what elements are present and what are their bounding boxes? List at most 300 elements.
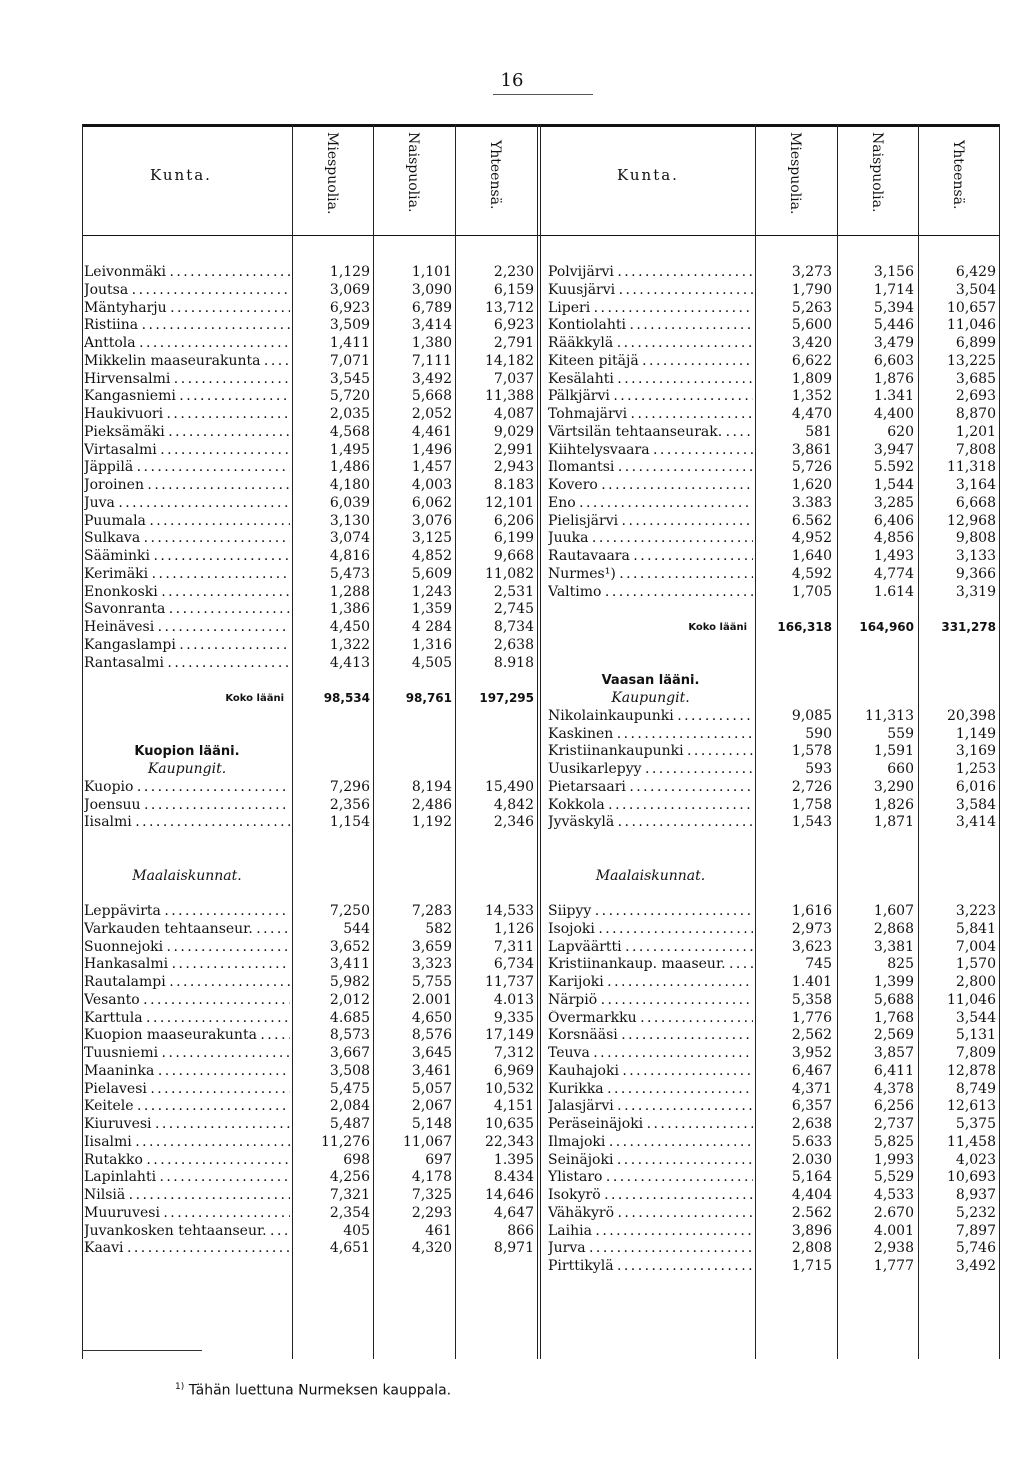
- municipality-name: Mäntyharju . . .: [84, 300, 290, 318]
- female-count: 6,603: [873, 352, 914, 369]
- female-count: 4,852: [411, 548, 452, 564]
- footnote-rule: [82, 1350, 202, 1351]
- female-count: 98,761: [405, 691, 452, 705]
- municipality-name: Lapväärtti . . .: [548, 939, 753, 957]
- male-count: 1,129: [329, 264, 370, 280]
- municipality-name: Nurmes¹) . . .: [548, 566, 753, 584]
- municipality-name: Kovero . . .: [548, 477, 753, 495]
- table-row: [84, 388, 538, 406]
- male-count: 544: [343, 920, 370, 937]
- female-count: 1,457: [411, 459, 452, 476]
- table-row: [548, 708, 1000, 726]
- total-count: 11,046: [947, 317, 996, 334]
- row-gap: [548, 637, 1000, 655]
- municipality-name: Muuruvesi . . .: [84, 1205, 290, 1223]
- table-row: [548, 406, 1000, 424]
- total-count: 7,312: [493, 1045, 534, 1061]
- municipality-name: Tuusniemi . . .: [84, 1045, 290, 1063]
- municipality-name: Hankasalmi . . .: [84, 956, 290, 974]
- total-count: 11,046: [947, 991, 996, 1008]
- left-table-body: [84, 264, 538, 1258]
- section-subtitle: Maalaiskunnat.: [595, 867, 706, 884]
- table-row: [84, 797, 538, 815]
- municipality-name: Suonnejoki . . .: [84, 939, 290, 957]
- male-count: 1,352: [791, 388, 832, 405]
- total-count: 8,870: [955, 406, 996, 422]
- male-count: 3,861: [791, 441, 832, 458]
- female-count: 697: [425, 1151, 452, 1168]
- male-count: 1,790: [791, 281, 832, 298]
- municipality-name: Pielisjärvi . . .: [548, 513, 753, 531]
- total-count: 10,532: [485, 1080, 534, 1097]
- female-count: 11,313: [865, 707, 914, 724]
- row-gap: [84, 832, 538, 850]
- total-count: 4,647: [493, 1204, 534, 1221]
- female-count: 5,825: [873, 1133, 914, 1150]
- municipality-name: Liperi . . .: [548, 300, 753, 318]
- total-count: 8,937: [955, 1187, 996, 1203]
- total-count: 3,685: [955, 370, 996, 387]
- section-subtitle: Kaupungit.: [147, 761, 227, 777]
- municipality-name: Rantasalmi . . .: [84, 655, 290, 673]
- female-count: 3,461: [411, 1062, 452, 1079]
- total-count: 3,169: [955, 743, 996, 760]
- municipality-name: Pietarsaari . . .: [548, 779, 753, 797]
- table-row: [84, 353, 538, 371]
- municipality-name: Ilmajoki . . .: [548, 1134, 753, 1152]
- table-row: [548, 1223, 1000, 1241]
- total-count: 8.183: [493, 477, 534, 493]
- male-count: 2,562: [791, 1027, 832, 1044]
- table-row: [84, 601, 538, 619]
- male-count: 6,923: [329, 299, 370, 316]
- total-count: 4,087: [493, 406, 534, 422]
- total-count: 14,533: [485, 903, 534, 919]
- municipality-name: Kaskinen . . .: [548, 726, 753, 744]
- municipality-name: Maaninka . . .: [84, 1063, 290, 1081]
- municipality-name: Kokkola . . .: [548, 797, 753, 815]
- municipality-name: Karijoki . . .: [548, 974, 753, 992]
- female-count: 3,290: [873, 778, 914, 795]
- female-count: 2,067: [411, 1098, 452, 1115]
- total-count: 1,126: [493, 920, 534, 937]
- female-count: 7,283: [411, 903, 452, 919]
- total-count: 11,458: [947, 1133, 996, 1150]
- section-subtitle: Kaupungit.: [611, 690, 690, 706]
- table-row: [84, 1240, 538, 1258]
- total-count: 11,388: [485, 388, 534, 405]
- female-count: 3,492: [411, 370, 452, 387]
- total-label: Koko lääni: [688, 622, 747, 633]
- female-count: 4,003: [411, 477, 452, 493]
- table-row: [84, 1205, 538, 1223]
- table-row: [84, 655, 538, 673]
- table-row: [548, 1081, 1000, 1099]
- table-row: [84, 442, 538, 460]
- table-row: [84, 1116, 538, 1134]
- table-row: [84, 1134, 538, 1152]
- table-row: [84, 939, 538, 957]
- table-row: [548, 1045, 1000, 1063]
- municipality-name: Keitele . . .: [84, 1098, 290, 1116]
- male-count: 166,318: [777, 620, 832, 634]
- total-count: 10,657: [947, 299, 996, 316]
- table-row: [84, 903, 538, 921]
- municipality-name: Kiuruvesi . . .: [84, 1116, 290, 1134]
- table-row: [548, 495, 1000, 513]
- row-gap: [548, 655, 1000, 673]
- female-count: 4,461: [411, 423, 452, 440]
- row-gap: [84, 885, 538, 903]
- female-count: 5,446: [873, 317, 914, 334]
- municipality-name: Närpiö . . .: [548, 992, 753, 1010]
- table-row: [548, 1169, 1000, 1187]
- male-count: 1,322: [329, 636, 370, 653]
- header-naispuolia-right: Naispuolia.: [869, 132, 885, 213]
- table-row: [84, 992, 538, 1010]
- total-row: [548, 619, 1000, 637]
- total-count: 10,635: [485, 1116, 534, 1132]
- female-count: 6,406: [873, 512, 914, 529]
- total-count: 1,570: [955, 956, 996, 973]
- total-count: 8,734: [493, 619, 534, 635]
- female-count: 4,320: [411, 1240, 452, 1257]
- female-count: 3,947: [873, 441, 914, 458]
- female-count: 1,768: [873, 1009, 914, 1026]
- male-count: 7,296: [329, 778, 370, 795]
- municipality-name: Leppävirta . . .: [84, 903, 290, 921]
- municipality-name: Enonkoski . . .: [84, 584, 290, 602]
- table-row: [548, 1116, 1000, 1134]
- municipality-name: Vesanto . . .: [84, 992, 290, 1010]
- female-count: 2,293: [411, 1204, 452, 1221]
- male-count: 698: [343, 1151, 370, 1168]
- female-count: 5.592: [873, 459, 914, 476]
- table-row: [84, 956, 538, 974]
- male-count: 6,467: [791, 1062, 832, 1079]
- male-count: 3.383: [791, 494, 832, 511]
- total-count: 2,230: [493, 264, 534, 280]
- row-gap: [84, 726, 538, 744]
- table-row: [84, 1010, 538, 1028]
- female-count: 3,090: [411, 281, 452, 298]
- female-count: 559: [887, 725, 914, 742]
- male-count: 3,411: [329, 956, 370, 973]
- female-count: 4,178: [411, 1169, 452, 1186]
- male-count: 3,273: [791, 264, 832, 280]
- table-row: [84, 779, 538, 797]
- male-count: 745: [805, 956, 832, 973]
- total-count: 6,923: [493, 317, 534, 334]
- table-row: [84, 406, 538, 424]
- female-count: 1,496: [411, 441, 452, 458]
- male-count: 1,486: [329, 459, 370, 476]
- total-count: 6,199: [493, 530, 534, 547]
- table-row: [84, 513, 538, 531]
- male-count: 3,074: [329, 530, 370, 547]
- female-count: 1.614: [873, 583, 914, 600]
- female-count: 1,871: [873, 814, 914, 831]
- row-gap: [84, 672, 538, 690]
- table-row: [548, 1027, 1000, 1045]
- male-count: 581: [805, 423, 832, 440]
- female-count: 3,479: [873, 335, 914, 351]
- municipality-name: Juuka . . .: [548, 530, 753, 548]
- total-count: 7,037: [493, 370, 534, 387]
- male-count: 5,487: [329, 1116, 370, 1132]
- male-count: 3,623: [791, 938, 832, 955]
- total-count: 2,346: [493, 814, 534, 831]
- female-count: 3,381: [873, 938, 914, 955]
- total-count: 2,943: [493, 459, 534, 476]
- total-count: 17,149: [485, 1027, 534, 1044]
- female-count: 2.001: [411, 991, 452, 1008]
- header-yhteensa-right: Yhteensä.: [950, 140, 966, 210]
- municipality-name: Sääminki . . .: [84, 548, 290, 566]
- male-count: 2,084: [329, 1098, 370, 1115]
- female-count: 3,414: [411, 317, 452, 334]
- total-count: 4,151: [493, 1098, 534, 1115]
- female-count: 3,659: [411, 938, 452, 955]
- female-count: 1,826: [873, 796, 914, 813]
- municipality-name: Joroinen . . .: [84, 477, 290, 495]
- male-count: 4,256: [329, 1169, 370, 1186]
- female-count: 1,993: [873, 1151, 914, 1168]
- female-count: 620: [887, 423, 914, 440]
- municipality-name: Polvijärvi . . .: [548, 264, 753, 282]
- female-count: 1,380: [411, 335, 452, 351]
- table-row: [84, 921, 538, 939]
- table-row: [84, 371, 538, 389]
- header-yhteensa-left: Yhteensä.: [487, 140, 503, 210]
- municipality-name: Lapinlahti . . .: [84, 1169, 290, 1187]
- total-count: 7,809: [955, 1045, 996, 1061]
- female-count: 3,125: [411, 530, 452, 547]
- total-count: 1.395: [493, 1151, 534, 1168]
- male-count: 4,952: [791, 530, 832, 547]
- municipality-name: Siipyy . . .: [548, 903, 753, 921]
- female-count: 11,067: [403, 1133, 452, 1150]
- female-count: 1.341: [873, 388, 914, 405]
- male-count: 3,130: [329, 512, 370, 529]
- male-count: 2,973: [791, 920, 832, 937]
- total-count: 6,016: [955, 778, 996, 795]
- female-count: 8,576: [411, 1027, 452, 1044]
- male-count: 6.562: [791, 512, 832, 529]
- male-count: 2,035: [329, 406, 370, 422]
- female-count: 5,688: [873, 991, 914, 1008]
- total-count: 11,318: [947, 459, 996, 476]
- total-count: 5,375: [955, 1116, 996, 1132]
- total-count: 3,164: [955, 477, 996, 493]
- municipality-name: Isokyrö . . .: [548, 1187, 753, 1205]
- total-count: 3,504: [955, 281, 996, 298]
- female-count: 2,868: [873, 920, 914, 937]
- male-count: 1,640: [791, 548, 832, 564]
- female-count: 7,325: [411, 1187, 452, 1203]
- municipality-name: Joutsa . . .: [84, 282, 290, 300]
- total-count: 3,133: [955, 548, 996, 564]
- male-count: 1,620: [791, 477, 832, 493]
- table-row: [84, 1223, 538, 1241]
- female-count: 5,057: [411, 1080, 452, 1097]
- table-row: [548, 1258, 1000, 1276]
- total-count: 2,745: [493, 601, 534, 618]
- female-count: 2,569: [873, 1027, 914, 1044]
- municipality-name: Iisalmi . . .: [84, 1134, 290, 1152]
- female-count: 1,359: [411, 601, 452, 618]
- male-count: 4,568: [329, 423, 370, 440]
- municipality-name: Pieksämäki . . .: [84, 424, 290, 442]
- table-row: [548, 566, 1000, 584]
- table-row: [548, 1098, 1000, 1116]
- header-miespuolia-left: Miespuolia.: [324, 132, 340, 215]
- municipality-name: Kontiolahti . . .: [548, 317, 753, 335]
- total-count: 3,492: [955, 1258, 996, 1274]
- column-rule: [82, 124, 83, 1359]
- female-count: 4,505: [411, 654, 452, 671]
- total-count: 6,734: [493, 956, 534, 973]
- municipality-name: Kurikka . . .: [548, 1081, 753, 1099]
- table-row: [548, 956, 1000, 974]
- male-count: 7,250: [329, 903, 370, 919]
- female-count: 3,857: [873, 1045, 914, 1061]
- total-count: 8,971: [493, 1240, 534, 1257]
- total-count: 197,295: [479, 691, 534, 705]
- header-naispuolia-left: Naispuolia.: [405, 132, 421, 213]
- male-count: 3,652: [329, 938, 370, 955]
- male-count: 7,071: [329, 352, 370, 369]
- total-count: 6,429: [955, 264, 996, 280]
- female-count: 5,668: [411, 388, 452, 405]
- male-count: 5,726: [791, 459, 832, 476]
- table-row: [548, 797, 1000, 815]
- female-count: 3,285: [873, 494, 914, 511]
- total-count: 11,082: [485, 565, 534, 582]
- female-count: 4 284: [411, 619, 452, 635]
- table-row: [548, 939, 1000, 957]
- female-count: 660: [887, 761, 914, 777]
- municipality-name: Virtasalmi . . .: [84, 442, 290, 460]
- municipality-name: Leivonmäki . . .: [84, 264, 290, 282]
- male-count: 1,705: [791, 583, 832, 600]
- female-count: 2,938: [873, 1240, 914, 1257]
- female-count: 1,101: [411, 264, 452, 280]
- male-count: 3,509: [329, 317, 370, 334]
- male-count: 2,012: [329, 991, 370, 1008]
- municipality-name: Joensuu . . .: [84, 797, 290, 815]
- male-count: 4,180: [329, 477, 370, 493]
- male-count: 4,404: [791, 1187, 832, 1203]
- table-row: [548, 1010, 1000, 1028]
- municipality-name: Kiihtelysvaara . . .: [548, 442, 753, 460]
- total-count: 2,791: [493, 335, 534, 351]
- male-count: 6,357: [791, 1098, 832, 1115]
- female-count: 1,777: [873, 1258, 914, 1274]
- page-number-rule: [493, 94, 593, 95]
- municipality-name: Kuusjärvi . . .: [548, 282, 753, 300]
- table-row: [548, 743, 1000, 761]
- table-row: [548, 1187, 1000, 1205]
- municipality-name: Tohmajärvi . . .: [548, 406, 753, 424]
- table-row: [548, 477, 1000, 495]
- municipality-name: Ylistaro . . .: [548, 1169, 753, 1187]
- female-count: 4,400: [873, 406, 914, 422]
- female-count: 164,960: [859, 620, 914, 634]
- footnote-mark: 1): [175, 1382, 185, 1392]
- municipality-name: Kristiinankaupunki . . .: [548, 743, 753, 761]
- municipality-name: Kangaslampi . . .: [84, 637, 290, 655]
- male-count: 1,616: [791, 903, 832, 919]
- female-count: 1,591: [873, 743, 914, 760]
- row-gap: [548, 832, 1000, 850]
- table-row: [548, 548, 1000, 566]
- total-count: 10,693: [947, 1169, 996, 1186]
- municipality-name: Kangasniemi . . .: [84, 388, 290, 406]
- table-row: [548, 1063, 1000, 1081]
- male-count: 4,470: [791, 406, 832, 422]
- male-count: 1,543: [791, 814, 832, 831]
- female-count: 4,378: [873, 1080, 914, 1097]
- municipality-name: Kuopio . . .: [84, 779, 290, 797]
- total-count: 8.434: [493, 1169, 534, 1186]
- municipality-name: Kesälahti . . .: [548, 371, 753, 389]
- municipality-name: Kristiinankaup. maaseur. . . .: [548, 956, 753, 974]
- female-count: 2,486: [411, 796, 452, 813]
- table-row: [548, 513, 1000, 531]
- total-count: 7,004: [955, 938, 996, 955]
- male-count: 4.685: [329, 1009, 370, 1026]
- table-row: [84, 1169, 538, 1187]
- total-count: 6,668: [955, 494, 996, 511]
- table-row: [84, 619, 538, 637]
- table-top-rule: [82, 124, 1000, 127]
- total-count: 3,414: [955, 814, 996, 831]
- total-count: 12,101: [485, 494, 534, 511]
- male-count: 5,475: [329, 1080, 370, 1097]
- table-row: [84, 300, 538, 318]
- male-count: 6,039: [329, 494, 370, 511]
- table-row: [548, 974, 1000, 992]
- table-row: [548, 388, 1000, 406]
- male-count: 1,386: [329, 601, 370, 618]
- female-count: 3,076: [411, 512, 452, 529]
- female-count: 5,609: [411, 565, 452, 582]
- female-count: 1,876: [873, 370, 914, 387]
- table-row: [84, 1187, 538, 1205]
- male-count: 3,420: [791, 335, 832, 351]
- total-count: 9,335: [493, 1009, 534, 1026]
- male-count: 4,592: [791, 565, 832, 582]
- female-count: 2.670: [873, 1204, 914, 1221]
- municipality-name: Kuopion maaseurakunta . . .: [84, 1027, 290, 1045]
- female-count: 7,111: [411, 352, 452, 369]
- male-count: 9,085: [791, 707, 832, 724]
- total-count: 1,149: [955, 725, 996, 742]
- male-count: 5,982: [329, 974, 370, 990]
- male-count: 2,356: [329, 796, 370, 813]
- table-row: [84, 1063, 538, 1081]
- table-row: [84, 495, 538, 513]
- male-count: 1,495: [329, 441, 370, 458]
- total-count: 3,319: [955, 583, 996, 600]
- total-count: 7,897: [955, 1222, 996, 1239]
- female-count: 5,529: [873, 1169, 914, 1186]
- municipality-name: Savonranta . . .: [84, 601, 290, 619]
- total-count: 11,737: [485, 974, 534, 990]
- table-row: [84, 424, 538, 442]
- total-count: 3,223: [955, 903, 996, 919]
